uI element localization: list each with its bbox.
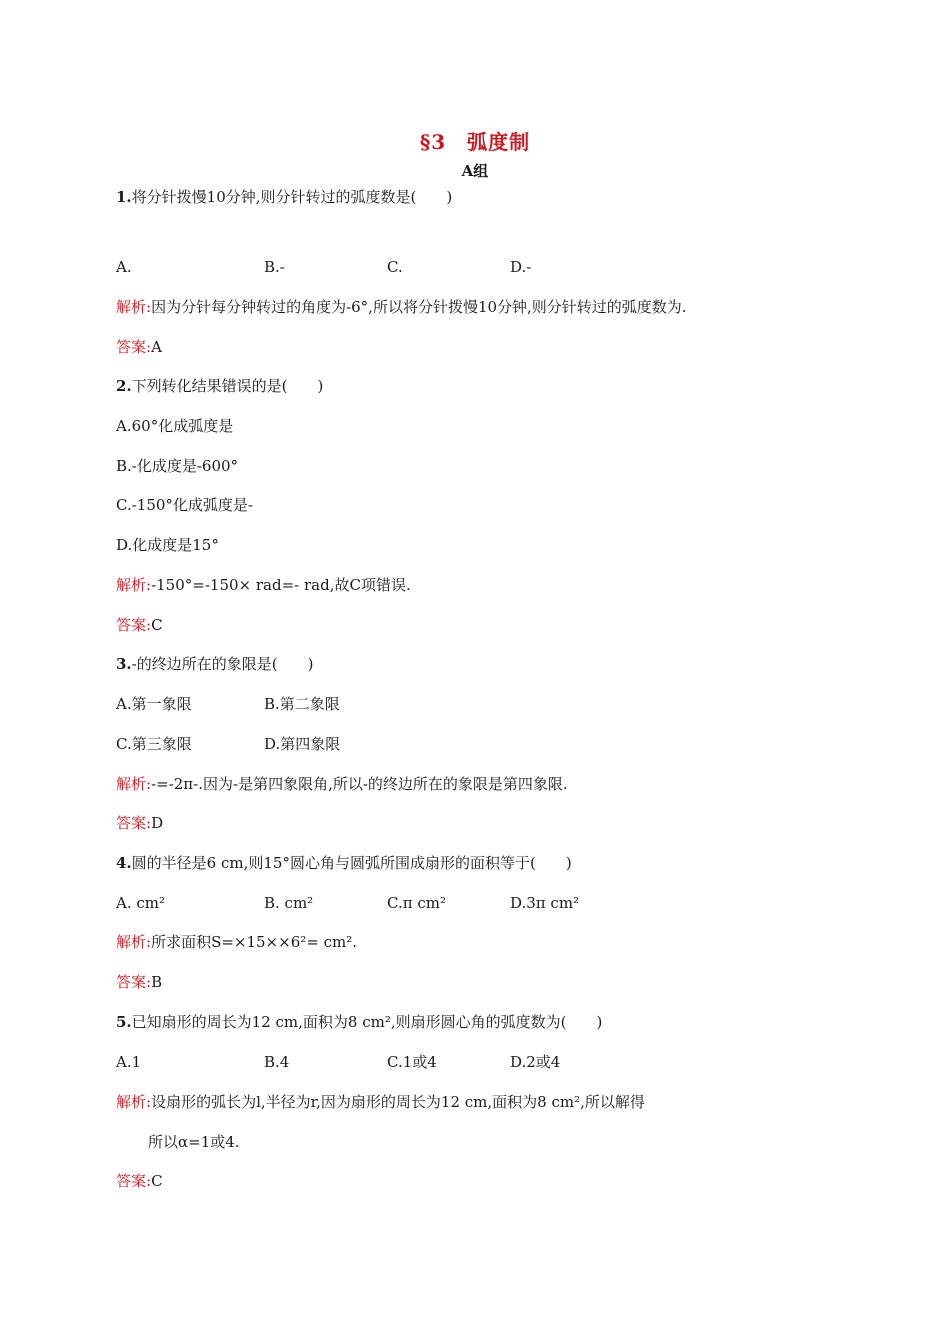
answer-label: 答案: [116, 338, 152, 356]
analysis-label: 解析: [116, 298, 152, 316]
q3-option-d: D.第四象限 [264, 735, 341, 753]
q5-analysis [116, 1092, 645, 1112]
q4-option-b: B. cm² [264, 894, 314, 912]
analysis-label: 解析: [116, 1093, 152, 1111]
question-number: 5. [116, 1013, 132, 1031]
question-text: 圆的半径是6 cm,则15°圆心角与圆弧所围成扇形的面积等于( ) [131, 854, 572, 872]
q1-option-d: D.- [510, 258, 532, 276]
question-number: 3. [116, 655, 132, 673]
analysis-text: 因为分针每分钟转过的角度为-6°,所以将分针拨慢10分钟,则分针转过的弧度数为. [151, 298, 687, 316]
question-3 [116, 654, 313, 674]
question-text: 将分针拨慢10分钟,则分针转过的弧度数是( ) [131, 188, 453, 206]
q1-answer [116, 337, 162, 357]
question-number: 2. [116, 377, 132, 395]
question-text: 已知扇形的周长为12 cm,面积为8 cm²,则扇形圆心角的弧度数为( ) [131, 1013, 603, 1031]
analysis-label: 解析: [116, 933, 152, 951]
q2-option-b: B.-化成度是-600° [116, 457, 239, 475]
q2-answer [116, 615, 163, 635]
q4-option-d: D.3π cm² [510, 894, 580, 912]
answer-value: C [151, 1172, 163, 1190]
q3-analysis [116, 774, 568, 794]
answer-value: A [151, 338, 162, 356]
q4-option-a: A. cm² [116, 894, 166, 912]
q3-option-a: A.第一象限 [116, 695, 192, 713]
q4-analysis [116, 932, 357, 952]
answer-value: C [151, 616, 163, 634]
analysis-text: 所求面积S=×15××6²= cm². [151, 933, 357, 951]
q3-option-b: B.第二象限 [264, 695, 340, 713]
answer-label: 答案: [116, 814, 152, 832]
q3-option-c: C.第三象限 [116, 735, 192, 753]
q2-option-a: A.60°化成弧度是 [116, 417, 234, 435]
q4-option-c: C.π cm² [387, 894, 446, 912]
q5-option-c: C.1或4 [387, 1053, 437, 1071]
answer-label: 答案: [116, 1172, 152, 1190]
q3-answer [116, 813, 163, 833]
question-text: 下列转化结果错误的是( ) [131, 377, 324, 395]
analysis-label: 解析: [116, 775, 152, 793]
q5-analysis-continued: 所以α=1或4. [148, 1133, 240, 1151]
analysis-text: -150°=-150× rad=- rad,故C项错误. [151, 576, 411, 594]
analysis-text: 设扇形的弧长为l,半径为r,因为扇形的周长为12 cm,面积为8 cm²,所以解得 [151, 1093, 645, 1111]
q5-option-b: B.4 [264, 1053, 290, 1071]
q5-option-a: A.1 [116, 1053, 142, 1071]
question-number: 1. [116, 188, 132, 206]
analysis-text: -=-2π-.因为-是第四象限角,所以-的终边所在的象限是第四象限. [151, 775, 568, 793]
q2-analysis [116, 575, 411, 595]
answer-value: D [151, 814, 164, 832]
analysis-label: 解析: [116, 576, 152, 594]
answer-label: 答案: [116, 616, 152, 634]
question-text: -的终边所在的象限是( ) [131, 655, 314, 673]
q2-option-c: C.-150°化成弧度是- [116, 496, 253, 514]
question-4 [116, 853, 572, 873]
section-group-label: A组 [461, 162, 489, 180]
q1-analysis [116, 297, 687, 317]
q5-option-d: D.2或4 [510, 1053, 561, 1071]
q2-option-d: D.化成度是15° [116, 536, 219, 554]
question-1 [116, 187, 452, 207]
q1-option-b: B.- [264, 258, 285, 276]
question-number: 4. [116, 854, 132, 872]
page-title: §3 弧度制 [419, 130, 531, 154]
q1-option-c: C. [387, 258, 403, 276]
answer-value: B [151, 973, 163, 991]
q1-option-a: A. [116, 258, 132, 276]
q4-answer [116, 972, 162, 992]
q5-answer [116, 1171, 163, 1191]
question-5 [116, 1012, 602, 1032]
answer-label: 答案: [116, 973, 152, 991]
question-2 [116, 376, 323, 396]
